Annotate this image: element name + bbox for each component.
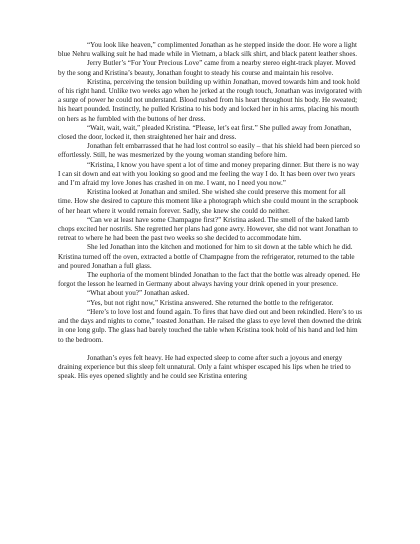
paragraph: “Here’s to love lost and found again. To fires that have died out and been rekindled. Here’s to us and the days and nights to come,” toasted Jonathan. He raised the glass to eye level then downed the drink in one long gulp. The glass had barely touched the table when Kristina took hold of his hand and led him to the bedroom. [58,307,362,344]
paragraph: Jerry Butler’s “For Your Precious Love” came from a nearby stereo eight-track player. Moved by the song and Kristina’s beauty, Jonathan fought to steady his course and maintain his resolve. [58,59,356,77]
paragraph: She led Jonathan into the kitchen and motioned for him to sit down at the table which he did. Kristina turned off the oven, extracted a bottle of Champagne from the refrigerator, returned to the table and poured Jonathan a full glass. [58,243,355,270]
paragraph: “Yes, but not right now,” Kristina answered. She returned the bottle to the refrigerator. [87,298,334,307]
paragraph: “Wait, wait, wait,” pleaded Kristina. “Please, let’s eat first.” She pulled away from Jonathan, closed the door, locked it, then straightened her hair and dress. [58,123,352,142]
paragraph: The euphoria of the moment blinded Jonathan to the fact that the bottle was already opened. He forgot the lesson he learned in Germany about always having your drink opened in your presence. [58,271,361,289]
paragraph: Jonathan’s eyes felt heavy. He had expected sleep to come after such a joyous and energy draining experience but this sleep felt unnatural. Only a faint whisper escaped his lips when he tried to speak. His eyes opened slightly and he could see Kristina entering [58,353,351,381]
paragraph: Kristina, perceiving the tension building up within Jonathan, moved towards him and took hold of his right hand. Unlike two weeks ago when he jerked at the rough touch, Jonathan was invigorated with a surge of power he could not understand. Blood rushed from his heart throughout his body. He sweated; his heart pounded. Instinctly, he pulled Kristina to his body and locked her in his arms, placing his mouth on hers as he fumbled with the buttons of her dress. [58,77,362,123]
paragraph: “Can we at least have some Champagne first?” Kristina asked. The smell of the baked lamb chops excited her nostrils. She regretted her plans had gone awry. However, she did not want Jonathan to retreat to where he had been the past two weeks so she decided to accommodate him. [58,215,358,243]
paragraph: “Kristina, I know you have spent a lot of time and money preparing dinner. But there is no way I can sit down and eat with you looking so good and me feeling the way I do. It has been over two years and I’m afraid my love Jones has crashed in on me. I want, no I need you now.” [58,160,360,188]
paragraph: Kristina looked at Jonathan and smiled. She wished she could preserve this moment for all time. How she desired to capture this moment like a photograph which she could mount in the scrapbook of her heart where it would remain forever. Sadly, she knew she could do neither. [58,188,359,215]
paragraph: Jonathan felt embarrassed that he had lost control so easily – that his shield had been pierced so effortlessly. Still, he was mesmerized by the young woman standing before him. [58,142,361,160]
section-break [58,345,362,354]
paragraph: “What about you?” Jonathan asked. [87,289,190,298]
paragraph: “You look like heaven,” complimented Jonathan as he stepped inside the door. He wore a light blue Nehru walking suit he had made while in Vietnam, a black silk shirt, and black patent leather shoes. [58,41,358,59]
